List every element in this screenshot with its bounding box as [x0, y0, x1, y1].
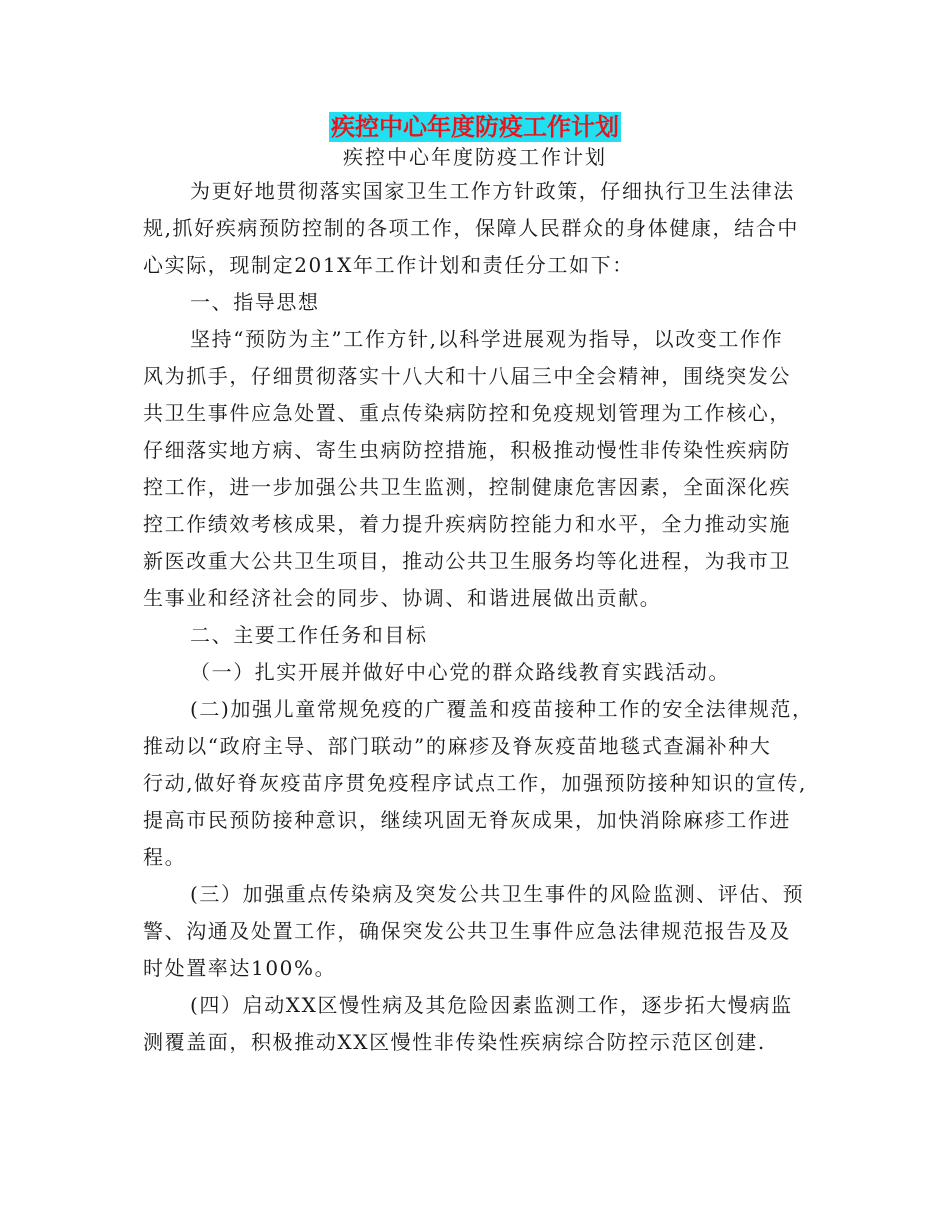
paragraph-line: (四）启动XX区慢性病及其危险因素监测工作，逐步拓大慢病监	[190, 993, 793, 1017]
paragraph-line: 共卫生事件应急处置、重点传染病防控和免疫规划管理为工作核心，	[143, 401, 791, 425]
paragraph-line: （一）扎实开展并做好中心党的群众路线教育实践活动。	[190, 660, 730, 684]
paragraph-line: 提高市民预防接种意识，继续巩固无脊灰成果，加快消除麻疹工作进	[143, 808, 791, 832]
paragraph-line: (三）加强重点传染病及突发公共卫生事件的风险监测、评估、预	[190, 882, 805, 906]
paragraph-line: 坚持“预防为主”工作方针,以科学进展观为指导，以改变工作作	[190, 327, 784, 351]
paragraph-line: 控工作，进一步加强公共卫生监测，控制健康危害因素，全面深化疾	[143, 475, 791, 499]
paragraph-line: 新医改重大公共卫生项目，推动公共卫生服务均等化进程，为我市卫	[143, 549, 791, 573]
paragraph-line: 控工作绩效考核成果，着力提升疾病防控能力和水平，全力推动实施	[143, 512, 791, 536]
paragraph-line: 仔细落实地方病、寄生虫病防控措施，积极推动慢性非传染性疾病防	[143, 438, 791, 462]
document-subtitle: 疾控中心年度防疫工作计划	[343, 145, 607, 169]
paragraph-line: 行动,做好脊灰疫苗序贯免疫程序试点工作，加强预防接种知识的宣传,	[143, 771, 807, 795]
title-container	[0, 112, 950, 142]
paragraph-line: 规,抓好疾病预防控制的各项工作，保障人民群众的身体健康，结合中	[143, 216, 799, 240]
document-title: 疾控中心年度防疫工作计划	[331, 113, 619, 141]
section-heading: 二、主要工作任务和目标	[190, 623, 428, 647]
paragraph-line: 警、沟通及处置工作，确保突发公共卫生事件应急法律规范报告及及	[143, 919, 791, 943]
paragraph-line: 程。	[143, 845, 187, 869]
paragraph-line: 为更好地贯彻落实国家卫生工作方针政策，仔细执行卫生法律法	[190, 179, 795, 203]
paragraph-line: 风为抓手，仔细贯彻落实十八大和十八届三中全会精神，围绕突发公	[143, 364, 791, 388]
paragraph-line: 时处置率达100%。	[143, 956, 337, 980]
paragraph-line: 推动以“政府主导、部门联动”的麻疹及脊灰疫苗地毯式查漏补种大	[143, 734, 772, 758]
paragraph-line: (二)加强儿童常规免疫的广覆盖和疫苗接种工作的安全法律规范，	[190, 697, 814, 721]
section-heading: 一、指导思想	[190, 290, 320, 314]
paragraph-line: 生事业和经济社会的同步、协调、和谐进展做出贡献。	[143, 586, 662, 610]
paragraph-line: 心实际，现制定201X年工作计划和责任分工如下：	[143, 253, 634, 277]
paragraph-line: 测覆盖面，积极推动XX区慢性非传染性疾病综合防控示范区创建.	[143, 1030, 766, 1054]
